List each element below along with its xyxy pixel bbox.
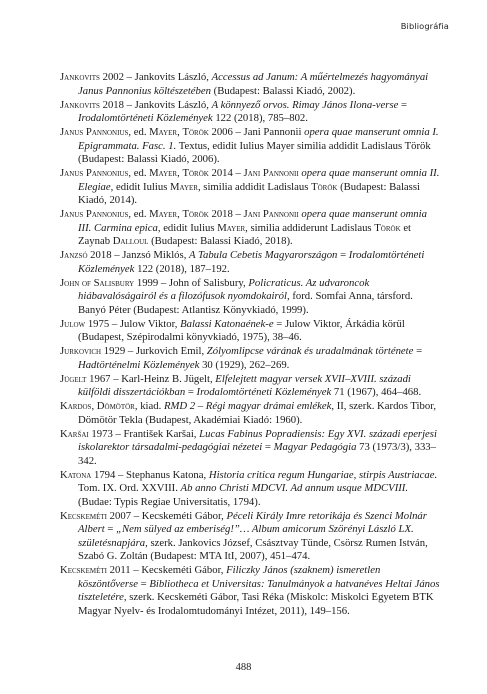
bibliography-entry xyxy=(60,564,440,618)
entry-author: John of Salisbury xyxy=(60,276,135,289)
entry-text: 1999 – John of Salisbury, xyxy=(134,276,249,289)
entry-text: = xyxy=(104,523,117,535)
bibliography-entry xyxy=(60,249,440,276)
entry-author: Jani Pannonii xyxy=(243,208,299,220)
entry-author: Janus Pannonius xyxy=(60,208,129,220)
entry-text: = xyxy=(137,577,150,590)
entry-title: Zólyomlipcse várának és uradalmának története xyxy=(206,345,414,357)
entry-text: , xyxy=(177,167,183,179)
entry-text: 122 (2018), 785–802. xyxy=(212,112,308,124)
bibliography-entry xyxy=(60,277,440,318)
entry-text: 1794 – Stephanus Katona, xyxy=(91,468,209,481)
bibliography-entry xyxy=(60,400,440,427)
entry-author: Jankovits xyxy=(60,71,100,83)
entry-text: 1973 – František Karšai, xyxy=(88,427,200,440)
entry-text: , ed. xyxy=(128,208,150,220)
entry-title: opera quae manserunt omnia III. Carmina epica xyxy=(78,208,427,234)
entry-text: , xyxy=(177,126,183,138)
entry-title: opera quae manserunt omnia II. Elegiae xyxy=(78,167,440,193)
entry-title: Irodalomtörténeti Közlemények xyxy=(196,386,332,398)
entry-text: 30 (1929), 262–269. xyxy=(199,358,290,371)
entry-text: 2007 – Kecskeméti Gábor, xyxy=(107,509,227,522)
entry-text: (Budae: Typis Regiae Universitatis, 1794). xyxy=(78,495,261,508)
entry-title: Elfelejtett magyar versek XVII–XVIII. századi külföldi disszertációkban xyxy=(78,372,411,398)
entry-author: Mayer xyxy=(149,126,178,138)
entry-author: Karšai xyxy=(60,427,89,440)
bibliography-entry xyxy=(60,373,440,400)
entry-author: Jügelt xyxy=(60,372,87,385)
entry-title: Balassi Katonaének-e xyxy=(180,317,274,330)
entry-text: , szerk. Jankovics József, Császtvay Tünde, Csörsz Rumen István, Szabó G. Zoltán (Budapest: MTA ItI, 2007), 451–474. xyxy=(78,536,428,562)
entry-title: Irodalomtörténeti Közlemények xyxy=(78,249,425,275)
entry-author: Janus Pannonius xyxy=(60,167,129,179)
entry-author: Jankovits xyxy=(60,98,100,111)
bibliography-entry xyxy=(60,318,440,345)
entry-text: = xyxy=(262,441,274,453)
entry-text: , szerk. Kecskeméti Gábor, Tasi Réka (Miskolc: Miskolci Egyetem BTK Magyar Nyelv- és Irodalomtudományi Intézet, 2011), 149–156. xyxy=(78,591,434,617)
entry-author: Jani Pannonii xyxy=(243,167,299,179)
entry-text: , ed. xyxy=(128,167,150,179)
entry-text: 2018 – xyxy=(208,208,244,220)
entry-text: Textus, edidit Iulius Mayer similia addidit Ladislaus Török (Budapest: Balassi Kiadó, 2006). xyxy=(78,139,431,165)
entry-title: Filiczky János (szaknem) ismeretlen köszöntőverse xyxy=(78,564,381,590)
entry-text: 1967 – Karl-Heinz B. Jügelt, xyxy=(86,372,216,385)
bibliography-entry xyxy=(60,469,440,510)
entry-text: 2018 – Janzsó Miklós, xyxy=(87,249,190,261)
entry-title: Péceli Király Imre retorikája és Szenci Molnár Albert xyxy=(78,509,427,535)
entry-text: , ed. xyxy=(128,126,150,138)
entry-text: 71 (1967), 464–468. xyxy=(331,386,422,398)
entry-author: Kecskeméti xyxy=(60,564,107,576)
entry-title: Magyar Pedagógia xyxy=(273,441,357,453)
entry-text: 2002 – Jankovits László, xyxy=(99,71,212,83)
entry-author: Jurkovich xyxy=(60,345,102,357)
entry-author: Kecskeméti xyxy=(60,509,107,522)
entry-author: Dömötör xyxy=(96,400,135,412)
entry-author: Török xyxy=(182,126,209,138)
entry-title: „Nem sülyed az emberiség!”… Album amicorum Szörényi László LX. születésnapjára xyxy=(78,523,414,549)
bibliography-entry xyxy=(60,99,440,126)
bibliography-entry xyxy=(60,428,440,469)
entry-text: , similia addidit Ladislaus xyxy=(197,180,312,193)
entry-text: , edidit Iulius xyxy=(110,180,171,193)
entry-text: (Budapest: Balassi Kiadó, 2002). xyxy=(210,84,356,97)
entry-title: Hadtörténelmi Közlemények xyxy=(78,358,200,371)
entry-author: Janzsó xyxy=(60,249,88,261)
entry-title: RMD 2 – Régi magyar drámai emlékek xyxy=(163,400,332,412)
entry-author: Mayer xyxy=(217,221,246,234)
entry-title: Historia critica regum Hungariae, stirpis Austriacae. xyxy=(208,468,438,481)
entry-text: 2006 – Jani Pannonii xyxy=(208,126,305,138)
bibliography-entry xyxy=(60,126,440,167)
entry-author: Katona xyxy=(60,468,92,481)
entry-text: (Budapest: Balassi Kiadó, 2018). xyxy=(148,235,293,247)
entry-author: Mayer xyxy=(149,167,178,179)
entry-text: = xyxy=(185,386,197,398)
entry-text: = xyxy=(413,345,423,357)
page-number: 488 xyxy=(235,662,252,673)
entry-author: Dalloul xyxy=(112,235,149,247)
entry-text: , ford. Somfai Anna, társford. Banyó Péter (Budapest: Atlantisz Könyvkiadó, 1999). xyxy=(78,290,413,316)
entry-author: Török xyxy=(182,208,209,220)
bibliography-entry xyxy=(60,345,440,372)
entry-author: Mayer xyxy=(149,208,178,220)
bibliography-entry xyxy=(60,71,440,98)
entry-title: Lucas Fabinus Popradiensis: Egy XVI. századi eperjesi iskolarektor társadalmi-pedagógiai nézetei xyxy=(78,427,437,453)
bibliography-entry xyxy=(60,167,440,208)
entry-author: Mayer xyxy=(170,180,198,193)
entry-title: Accessus ad Janum: A műértelmezés hagyományai Janus Pannonius költészetében xyxy=(78,71,429,97)
entry-author: Török xyxy=(182,167,209,179)
entry-text: 1929 – Jurkovich Emil, xyxy=(101,345,207,357)
entry-text: , xyxy=(177,208,183,220)
entry-text: = xyxy=(398,98,408,111)
entry-text: , II, szerk. Kardos Tibor, Dömötör Tekla (Budapest, Akadémiai Kiadó: 1960). xyxy=(78,400,436,426)
entry-text: 2011 – Kecskeméti Gábor, xyxy=(107,564,227,576)
entry-text: , xyxy=(91,400,97,412)
entry-text: 2014 – xyxy=(208,167,244,179)
entry-text: , similia addiderunt Ladislaus xyxy=(245,221,375,234)
entry-text: = Julow Viktor, Árkádia körül (Budapest, Szépirodalmi könyvkiadó, 1975), 38–46. xyxy=(78,317,405,343)
entry-text: 2018 – Jankovits László, xyxy=(99,98,212,111)
entry-author: Kardos xyxy=(60,400,92,412)
entry-title: Ab anno Christi MDCVI. Ad annum usque MDCVIII. xyxy=(180,482,409,494)
entry-text: , kiad. xyxy=(134,400,164,412)
entry-author: Török xyxy=(311,180,338,193)
entry-text: (Budapest: Balassi Kiadó, 2014). xyxy=(78,180,420,206)
entry-text: 1975 – Julow Viktor, xyxy=(85,317,181,330)
entry-title: Bibliotheca et Universitas: Tanulmányok a hatvanéves Heltai János tiszteletére xyxy=(78,577,440,603)
entry-title: A könnyező orvos. Rimay János Ilona-verse xyxy=(211,98,399,111)
entry-title: Irodalomtörténeti Közlemények xyxy=(78,112,213,124)
entry-text: 122 (2018), 187–192. xyxy=(134,262,230,275)
entry-title: opera quae manserunt omnia I. Epigrammata. Fasc. 1. xyxy=(78,126,439,152)
entry-author: Julow xyxy=(60,317,86,330)
entry-text: Tom. IX. Ord. XXVIII. xyxy=(78,482,181,494)
entry-text: et Zaynab xyxy=(78,221,412,247)
entry-title: Policraticus. Az udvaroncok hiábavalóságairól és a filozófusok nyomdokairól xyxy=(78,276,370,302)
entry-text: = xyxy=(337,249,349,261)
bibliography-list xyxy=(60,71,440,619)
entry-text: , edidit Iulius xyxy=(157,221,218,234)
bibliography-entry xyxy=(60,510,440,564)
entry-author: Janus Pannonius xyxy=(60,126,129,138)
entry-title: A Tabula Cebetis Magyarországon xyxy=(189,249,338,261)
bibliography-entry xyxy=(60,208,440,249)
entry-author: Török xyxy=(374,221,401,234)
entry-text: 73 (1973/3), 333–342. xyxy=(78,441,436,467)
running-header: Bibliográfia xyxy=(400,21,449,31)
